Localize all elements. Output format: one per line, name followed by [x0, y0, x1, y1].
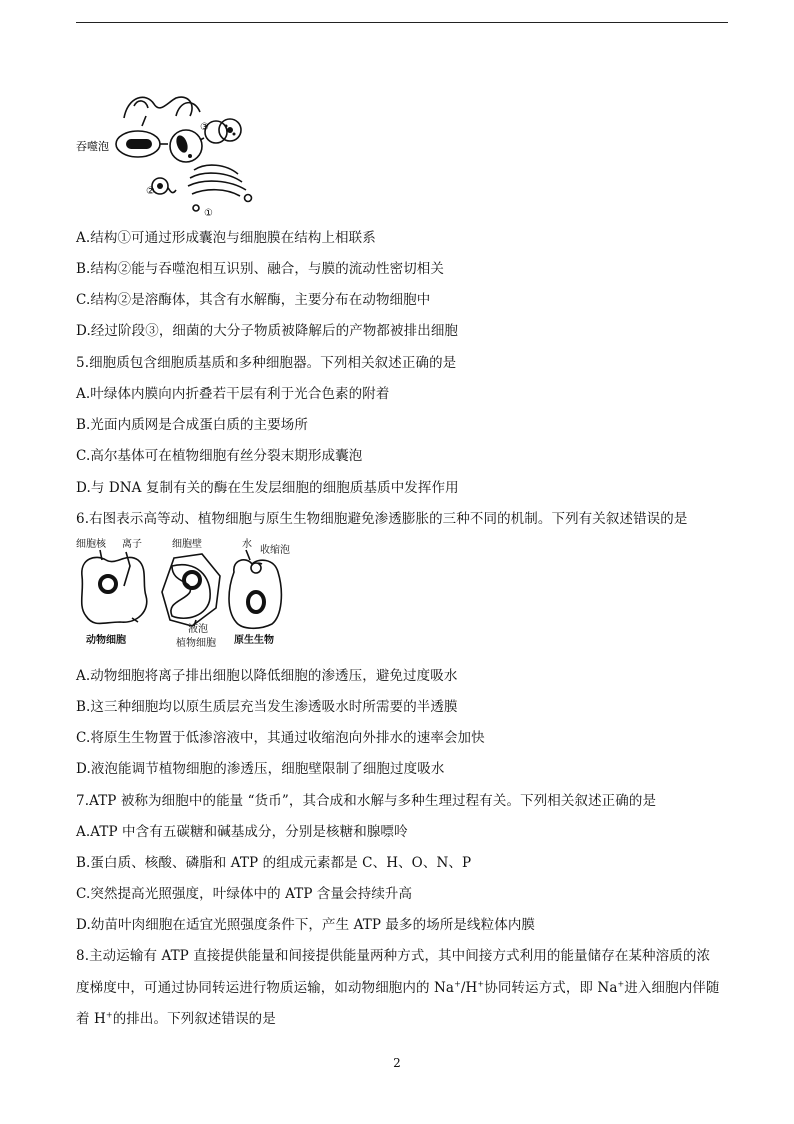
q6-option-b: B.这三种细胞均以原生质层充当发生渗透吸水时所需要的半透膜 — [76, 699, 458, 715]
cell-wall-label: 细胞壁 — [172, 539, 202, 550]
page-number: 2 — [393, 1056, 401, 1070]
q8-text: 协同转运方式，即 Na — [484, 980, 618, 996]
q8-text: 着 H — [76, 1011, 106, 1027]
phagosome-label: 吞噬泡 — [76, 140, 109, 153]
q8-text: 进入细胞内伴随 — [624, 980, 720, 996]
protist-label: 原生生物 — [234, 635, 274, 646]
superscript: + — [454, 979, 461, 989]
q8-line-1: 8.主动运输有 ATP 直接提供能量和间接提供能量两种方式，其中间接方式利用的能量储存在某种溶质的浓 — [76, 948, 711, 964]
q6-option-c: C.将原生生物置于低渗溶液中，其通过收缩泡向外排水的速率会加快 — [76, 730, 485, 746]
q8-line-2 — [76, 979, 720, 997]
q6-stem: 6.右图表示高等动、植物细胞与原生生物细胞避免渗透膨胀的三种不同的机制。下列有关叙述错误的是 — [76, 511, 688, 527]
q8-text: /H — [460, 980, 478, 996]
superscript: + — [617, 979, 625, 989]
plant-cell-label: 植物细胞 — [176, 638, 216, 648]
q7-option-a: A.ATP 中含有五碳糖和碱基成分，分别是核糖和腺嘌呤 — [76, 824, 408, 840]
q4-option-a: A.结构①可通过形成囊泡与细胞膜在结构上相联系 — [76, 230, 376, 246]
mark-2: ② — [146, 186, 155, 197]
q5-option-d: D.与 DNA 复制有关的酶在生发层细胞的细胞质基质中发挥作用 — [76, 480, 459, 496]
q5-stem: 5.细胞质包含细胞质基质和多种细胞器。下列相关叙述正确的是 — [76, 355, 457, 371]
superscript: + — [477, 979, 485, 989]
phagocytosis-figure — [76, 86, 266, 218]
q5-option-c: C.高尔基体可在植物细胞有丝分裂末期形成囊泡 — [76, 448, 363, 464]
q8-line-3 — [76, 1010, 276, 1028]
q4-option-c: C.结构②是溶酶体，其含有水解酶，主要分布在动物细胞中 — [76, 292, 431, 308]
q5-option-b: B.光面内质网是合成蛋白质的主要场所 — [76, 417, 309, 433]
nucleus-label: 细胞核 — [76, 539, 106, 550]
q5-option-a: A.叶绿体内膜向内折叠若干层有利于光合色素的附着 — [76, 386, 390, 402]
ion-label: 离子 — [122, 539, 142, 550]
q4-option-b: B.结构②能与吞噬泡相互识别、融合，与膜的流动性密切相关 — [76, 261, 445, 277]
mark-3: ③ — [200, 122, 209, 133]
vacuole-label: 液泡 — [188, 624, 208, 635]
contractile-vacuole-label: 收缩泡 — [260, 545, 290, 556]
q6-option-d: D.液泡能调节植物细胞的渗透压，细胞壁限制了细胞过度吸水 — [76, 761, 445, 777]
superscript: + — [105, 1010, 113, 1020]
q6-option-a: A.动物细胞将离子排出细胞以降低细胞的渗透压，避免过度吸水 — [76, 668, 458, 684]
q8-text: 的排出。下列叙述错误的是 — [112, 1011, 276, 1027]
mark-1: ① — [204, 208, 213, 218]
q4-option-d: D.经过阶段③，细菌的大分子物质被降解后的产物都被排出细胞 — [76, 323, 459, 339]
q7-option-d: D.幼苗叶肉细胞在适宜光照强度条件下，产生 ATP 最多的场所是线粒体内膜 — [76, 917, 536, 933]
q7-option-b: B.蛋白质、核酸、磷脂和 ATP 的组成元素都是 C、H、O、N、P — [76, 855, 472, 871]
header-rule — [76, 22, 728, 23]
water-label: 水 — [242, 539, 252, 550]
q7-option-c: C.突然提高光照强度，叶绿体中的 ATP 含量会持续升高 — [76, 886, 413, 902]
animal-cell-label: 动物细胞 — [86, 635, 126, 646]
q7-stem: 7.ATP 被称为细胞中的能量 “货币”，其合成和水解与多种生理过程有关。下列相关叙述正确的是 — [76, 793, 657, 809]
osmosis-cells-figure — [76, 536, 306, 648]
q8-text: 度梯度中，可通过协同转运进行物质运输，如动物细胞内的 Na — [76, 980, 455, 996]
